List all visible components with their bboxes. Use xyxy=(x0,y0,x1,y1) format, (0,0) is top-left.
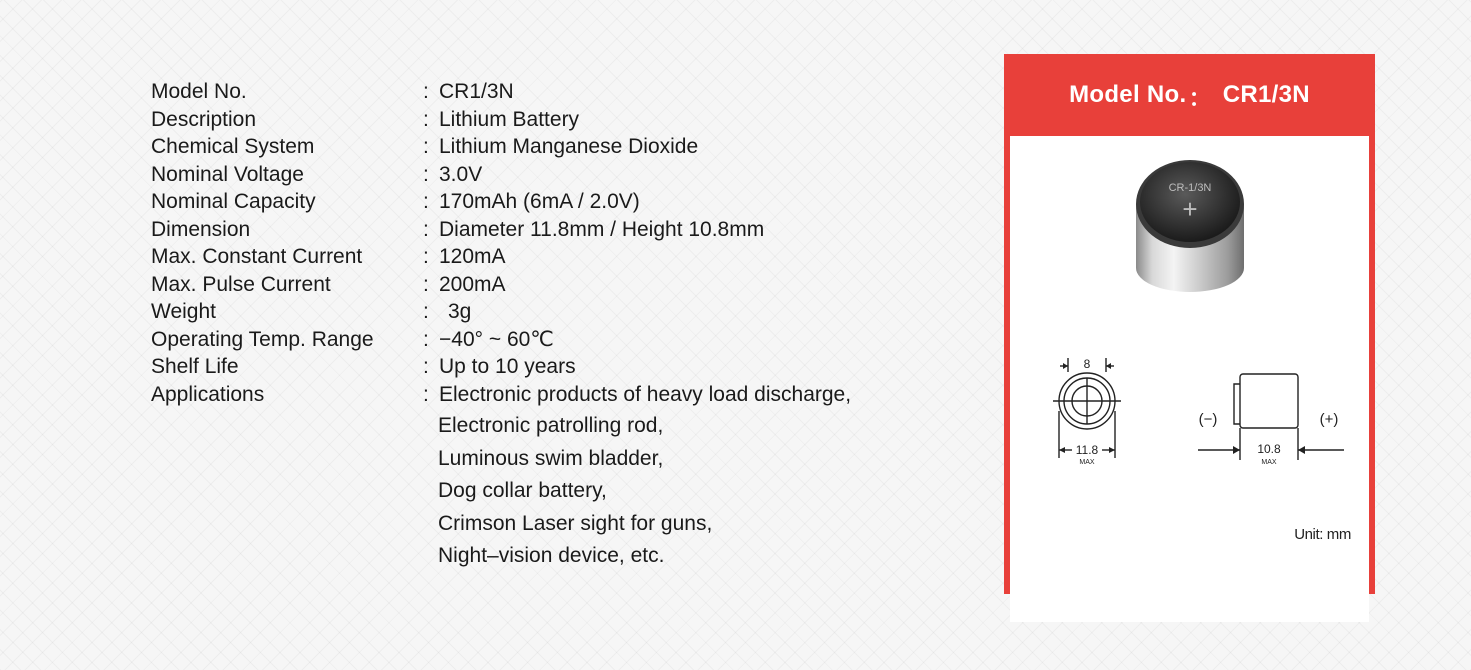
battery-image xyxy=(1132,156,1248,296)
spec-colon: : xyxy=(423,107,429,131)
spec-label: Nominal Capacity xyxy=(151,190,316,213)
applications-list xyxy=(438,410,712,573)
spec-label: Dimension xyxy=(151,217,251,241)
spec-colon: : xyxy=(423,190,429,213)
spec-value: Lithium Battery xyxy=(439,107,580,131)
spec-label: Model No. xyxy=(151,80,247,103)
side-view-drawing xyxy=(1188,366,1363,476)
dim-diameter-label: 11.8 xyxy=(1075,443,1099,457)
spec-value: Electronic products of heavy load discharge, xyxy=(439,382,852,406)
spec-colon: : xyxy=(423,135,429,158)
spec-value: Up to 10 years xyxy=(439,355,576,378)
application-item: Luminous swim bladder, xyxy=(438,446,664,470)
spec-row-max-constant-current xyxy=(151,243,851,271)
spec-colon: : xyxy=(423,300,429,323)
spec-value: CR1/3N xyxy=(439,80,514,103)
panel-title-label: Model No. xyxy=(1069,81,1187,108)
spec-row-nominal-voltage xyxy=(151,161,851,189)
spec-label: Max. Pulse Current xyxy=(151,272,331,296)
spec-colon: : xyxy=(423,382,429,406)
battery-marking: CR-1/3N xyxy=(1168,182,1212,194)
negative-terminal-label: (−) xyxy=(1198,411,1218,428)
dim-diameter-max: MAX xyxy=(1079,459,1095,466)
dim-height-max: MAX xyxy=(1261,459,1277,466)
spec-colon: : xyxy=(423,272,429,296)
spec-row-max-pulse-current xyxy=(151,271,851,299)
panel-title-value: CR1/3N xyxy=(1222,81,1310,108)
model-panel xyxy=(1004,54,1375,594)
top-view-drawing xyxy=(1042,356,1132,476)
spec-label: Weight xyxy=(151,300,216,323)
spec-colon: : xyxy=(423,162,429,186)
spec-label: Operating Temp. Range xyxy=(151,327,374,351)
positive-terminal-label: (+) xyxy=(1319,411,1339,428)
spec-colon: : xyxy=(423,355,429,378)
dim-height-label: 10.8 xyxy=(1257,442,1281,456)
spec-value: Lithium Manganese Dioxide xyxy=(439,135,699,158)
spec-row-chemical-system xyxy=(151,133,851,161)
spec-value: 170mAh (6mA / 2.0V) xyxy=(439,190,640,213)
spec-row-nominal-capacity xyxy=(151,188,851,216)
panel-title-separator: ： xyxy=(1188,84,1213,112)
application-item: Night–vision device, etc. xyxy=(438,544,665,567)
spec-table xyxy=(151,78,851,408)
spec-value: −40° ~ 60℃ xyxy=(439,327,554,351)
spec-value: 200mA xyxy=(439,272,506,296)
spec-row-operating-temp xyxy=(151,326,851,354)
spec-colon: : xyxy=(423,327,429,351)
panel-content xyxy=(1010,136,1369,622)
spec-colon: : xyxy=(423,217,429,241)
application-item: Crimson Laser sight for guns, xyxy=(438,511,713,535)
unit-label: Unit: mm xyxy=(1294,526,1351,543)
panel-title xyxy=(1004,54,1375,136)
spec-label: Description xyxy=(151,107,257,131)
spec-label: Shelf Life xyxy=(151,355,239,378)
spec-row-weight xyxy=(151,298,851,326)
spec-colon: : xyxy=(423,245,429,268)
spec-row-model xyxy=(151,78,851,106)
spec-row-shelf-life xyxy=(151,353,851,381)
dim-top-label: 8 xyxy=(1083,357,1091,371)
spec-value: 120mA xyxy=(439,245,506,268)
battery-plus-marking: + xyxy=(1182,194,1198,224)
application-item: Dog collar battery, xyxy=(438,479,607,502)
spec-row-applications xyxy=(151,381,851,409)
spec-row-description xyxy=(151,106,851,134)
spec-label: Max. Constant Current xyxy=(151,245,363,268)
spec-colon: : xyxy=(423,80,429,103)
spec-value: 3g xyxy=(448,300,472,323)
spec-value: 3.0V xyxy=(439,162,483,186)
spec-row-dimension xyxy=(151,216,851,244)
application-item: Electronic patrolling rod, xyxy=(438,414,664,437)
spec-label: Chemical System xyxy=(151,135,315,158)
spec-label: Nominal Voltage xyxy=(151,162,304,186)
spec-value: Diameter 11.8mm / Height 10.8mm xyxy=(439,217,765,241)
spec-label: Applications xyxy=(151,382,265,406)
